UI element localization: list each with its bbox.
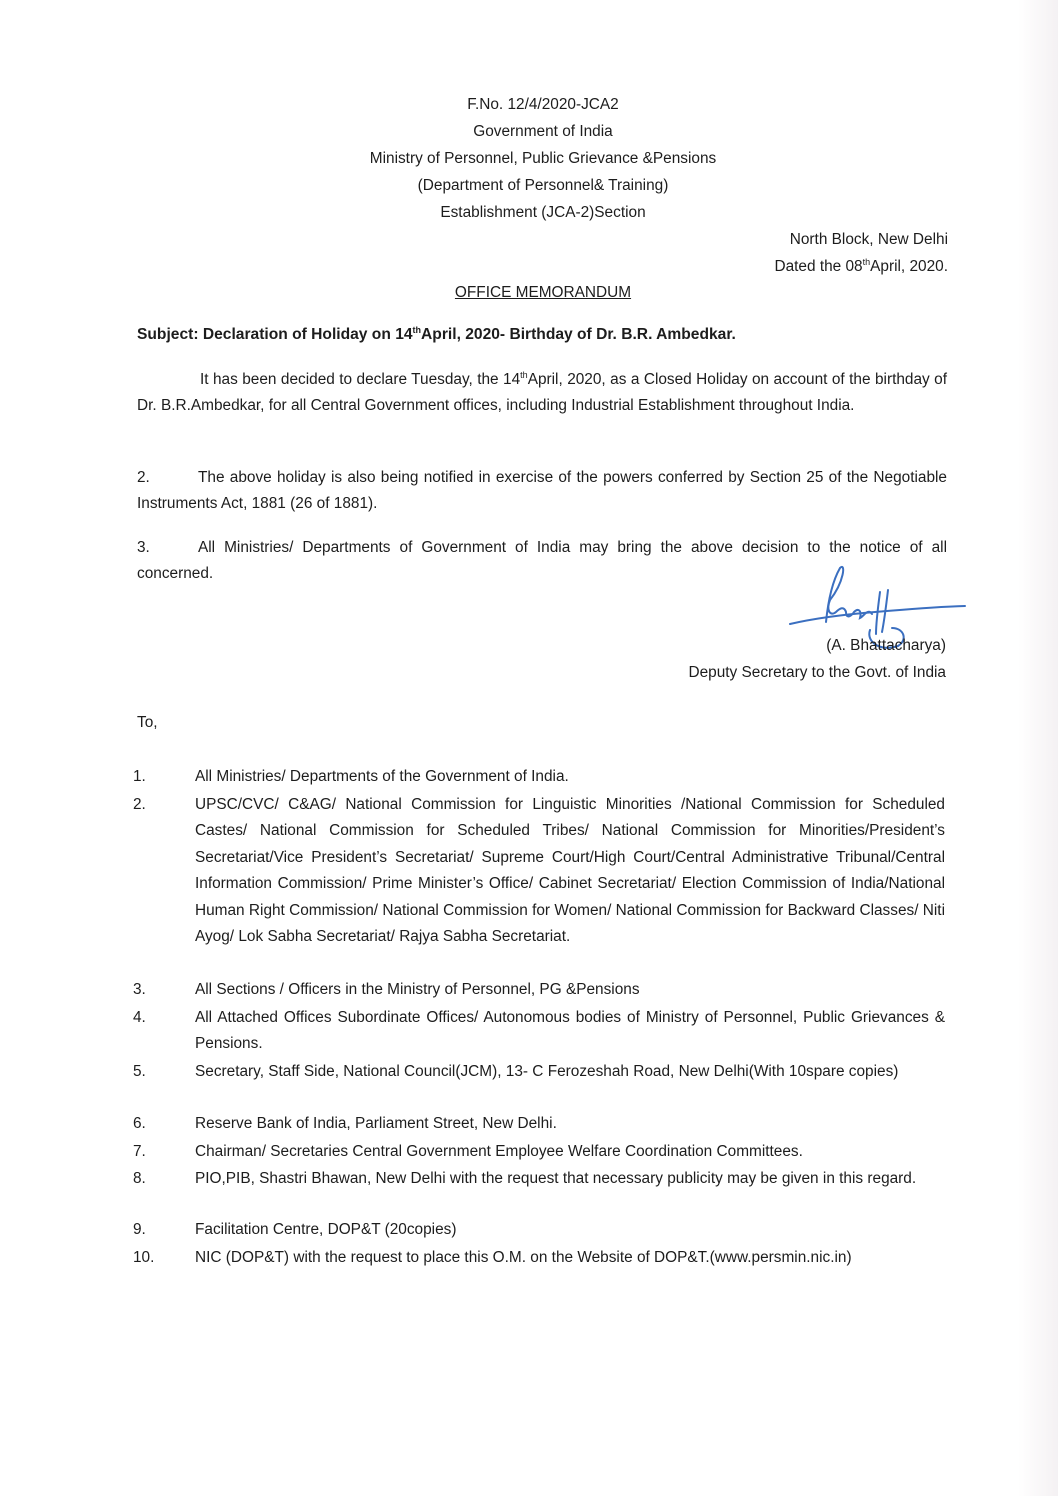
- date-line: [774, 253, 948, 280]
- p1-prefix: It has been decided to declare Tuesday, the 14: [200, 371, 521, 388]
- signatory-name: (A. Bhattacharya): [826, 637, 946, 654]
- paragraph-text: All Ministries/ Departments of Government of India may bring the above decision to the notice of all concerned.: [137, 539, 947, 582]
- file-number: F.No. 12/4/2020-JCA2: [467, 96, 619, 113]
- paragraph-2: [137, 465, 947, 517]
- place-line: North Block, New Delhi: [789, 231, 948, 248]
- paragraph-number: 2.: [137, 469, 150, 486]
- recipient-text: PIO,PIB, Shastri Bhawan, New Delhi with the request that necessary publicity may be given in this regard.: [195, 1170, 917, 1187]
- subject-line: [137, 322, 947, 348]
- subject-prefix: Subject: Declaration of Holiday on 14: [137, 326, 413, 343]
- recipient-text: Facilitation Centre, DOP&T (20copies): [195, 1221, 457, 1238]
- recipient-number: 6.: [133, 1115, 146, 1132]
- recipient-number: 2.: [133, 796, 146, 813]
- recipient-number: 10.: [133, 1249, 155, 1266]
- recipient-text: Reserve Bank of India, Parliament Street, New Delhi.: [195, 1115, 557, 1132]
- recipient-item: [133, 1217, 945, 1243]
- date-suffix: April, 2020.: [870, 258, 948, 275]
- recipient-item: [133, 1245, 945, 1271]
- recipient-item: [133, 1139, 945, 1165]
- recipient-text: Secretary, Staff Side, National Council(JCM), 13- C Ferozeshah Road, New Delhi(With 10spare copies): [195, 1063, 899, 1080]
- subject-suffix: April, 2020- Birthday of Dr. B.R. Ambedkar.: [421, 326, 736, 343]
- recipient-text: All Ministries/ Departments of the Government of India.: [195, 768, 569, 785]
- department-line: (Department of Personnel& Training): [417, 177, 669, 194]
- document-type: OFFICE MEMORANDUM: [454, 284, 632, 301]
- recipient-text: Chairman/ Secretaries Central Government Employee Welfare Coordination Committees.: [195, 1143, 803, 1160]
- subject-sup: th: [412, 324, 422, 335]
- recipient-text: NIC (DOP&T) with the request to place this O.M. on the Website of DOP&T.(www.persmin.nic.in): [195, 1249, 852, 1266]
- recipient-item: [133, 764, 945, 790]
- recipient-number: 4.: [133, 1009, 146, 1026]
- paragraph-text: The above holiday is also being notified in exercise of the powers conferred by Section 25 of the Negotiable Instruments Act, 1881 (26 of 1881).: [137, 469, 947, 512]
- p1-suffix: April, 2020, as a Closed Holiday on account of the birthday of Dr. B.R.Ambedkar, for all Central Government offices, including Industrial Establishment throughout India.: [137, 371, 947, 414]
- recipient-text: All Sections / Officers in the Ministry of Personnel, PG &Pensions: [195, 981, 640, 998]
- to-label: To,: [137, 714, 158, 731]
- recipient-number: 3.: [133, 981, 146, 998]
- recipient-item: [133, 1005, 945, 1058]
- recipient-item: [133, 977, 945, 1003]
- signatory-designation: Deputy Secretary to the Govt. of India: [688, 664, 946, 681]
- recipient-text: UPSC/CVC/ C&AG/ National Commission for Linguistic Minorities /National Commission for Scheduled Castes/ National Commission for Scheduled Tribes/ National Commission for Minorities/President’s Secretariat/Vice President’s Secretariat/ Supreme Court/High Court/Central Administrative Tribunal/Central Information Commission/ Prime Minister’s Office/ Cabinet Secretariat/ Election Commission of India/National Human Right Commission/ National Commission for Women/ National Commission for Backward Classes/ Niti Ayog/ Lok Sabha Secretariat/ Rajya Sabha Secretariat.: [195, 796, 945, 946]
- date-prefix: Dated the 08: [774, 258, 863, 275]
- recipient-number: 7.: [133, 1143, 146, 1160]
- recipient-item: [133, 1059, 945, 1085]
- section-line: Establishment (JCA-2)Section: [440, 204, 646, 221]
- ministry-line: Ministry of Personnel, Public Grievance &Pensions: [369, 150, 717, 167]
- recipient-item: [133, 1111, 945, 1137]
- recipient-number: 8.: [133, 1170, 146, 1187]
- paragraph-number: 3.: [137, 539, 150, 556]
- p1-sup: th: [520, 369, 528, 380]
- government-line: Government of India: [473, 123, 613, 140]
- recipient-item: [133, 792, 945, 950]
- recipient-number: 9.: [133, 1221, 146, 1238]
- recipient-text: All Attached Offices Subordinate Offices/ Autonomous bodies of Ministry of Personnel, Public Grievances & Pensions.: [195, 1009, 945, 1053]
- recipient-number: 1.: [133, 768, 146, 785]
- recipient-number: 5.: [133, 1063, 146, 1080]
- recipient-item: [133, 1166, 945, 1192]
- paragraph-1: [137, 367, 947, 419]
- date-sup: th: [862, 256, 871, 267]
